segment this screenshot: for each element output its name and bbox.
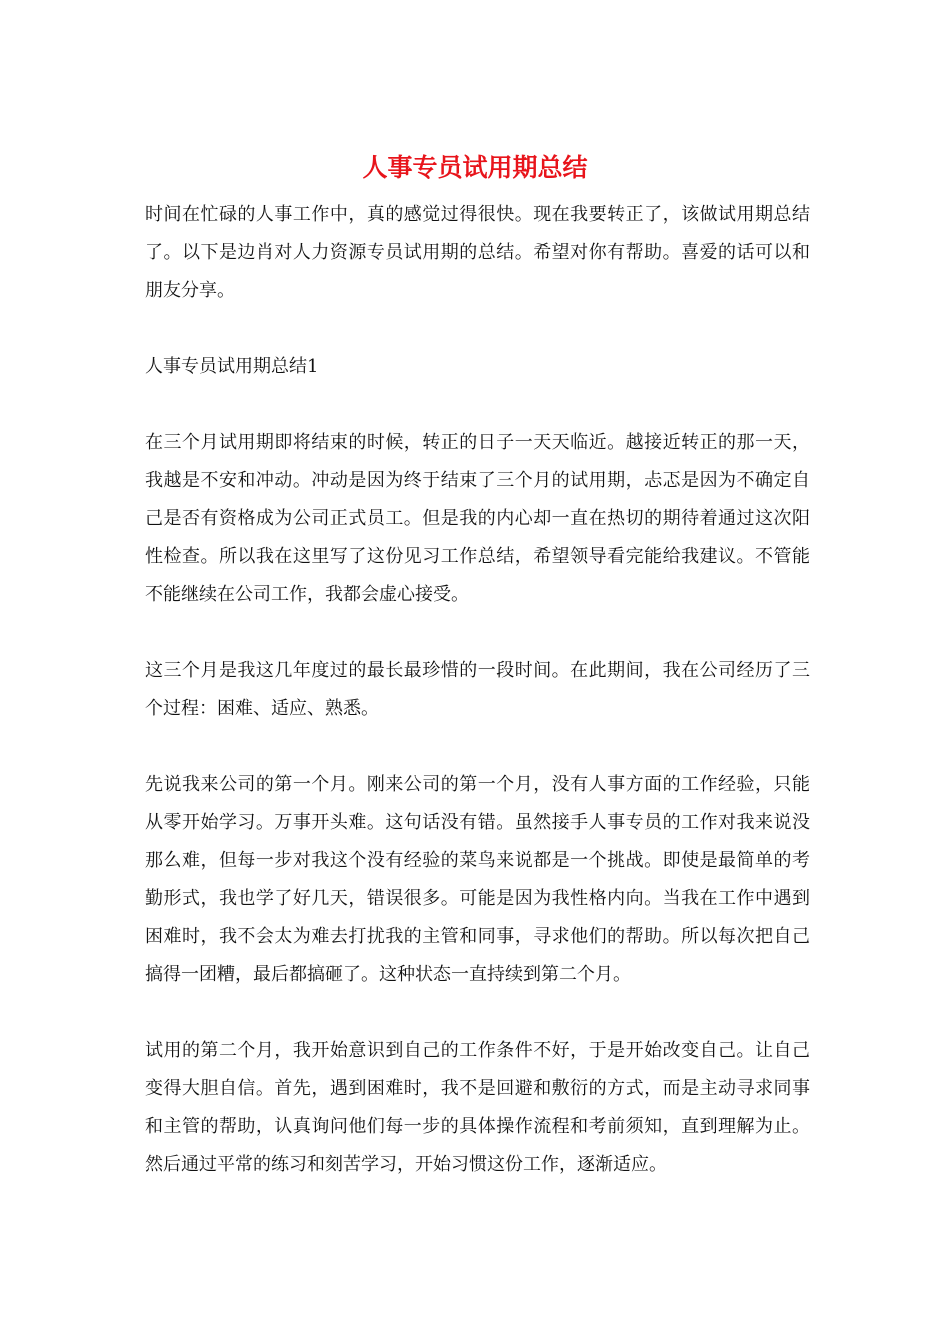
body-paragraph: 先说我来公司的第一个月。刚来公司的第一个月，没有人事方面的工作经验，只能从零开始学习。万事开头难。这句话没有错。虽然接手人事专员的工作对我来说没那么难，但每一步对我这个没有经验的菜鸟来说都是一个挑战。即使是最简单的考勤形式，我也学了好几天，错误很多。可能是因为我性格内向。当我在工作中遇到困难时，我不会太为难去打扰我的主管和同事，寻求他们的帮助。所以每次把自己搞得一团糟，最后都搞砸了。这种状态一直持续到第二个月。 [145, 774, 810, 985]
intro-paragraph: 时间在忙碌的人事工作中，真的感觉过得很快。现在我要转正了，该做试用期总结了。以下是边肖对人力资源专员试用期的总结。希望对你有帮助。喜爱的话可以和朋友分享。 [145, 204, 810, 301]
body-paragraph: 在三个月试用期即将结束的时候，转正的日子一天天临近。越接近转正的那一天，我越是不安和冲动。冲动是因为终于结束了三个月的试用期，忐忑是因为不确定自己是否有资格成为公司正式员工。但是我的内心却一直在热切的期待着通过这次阳性检查。所以我在这里写了这份见习工作总结，希望领导看完能给我建议。不管能不能继续在公司工作，我都会虚心接受。 [145, 432, 810, 605]
document-body [145, 196, 810, 1184]
section-heading: 人事专员试用期总结1 [145, 356, 319, 377]
body-paragraph: 试用的第二个月，我开始意识到自己的工作条件不好，于是开始改变自己。让自己变得大胆自信。首先，遇到困难时，我不是回避和敷衍的方式，而是主动寻求同事和主管的帮助，认真询问他们每一步的具体操作流程和考前须知，直到理解为止。然后通过平常的练习和刻苦学习，开始习惯这份工作，逐渐适应。 [145, 1040, 810, 1175]
document-title: 人事专员试用期总结 [362, 153, 588, 182]
body-paragraph: 这三个月是我这几年度过的最长最珍惜的一段时间。在此期间，我在公司经历了三个过程：困难、适应、熟悉。 [145, 660, 810, 719]
